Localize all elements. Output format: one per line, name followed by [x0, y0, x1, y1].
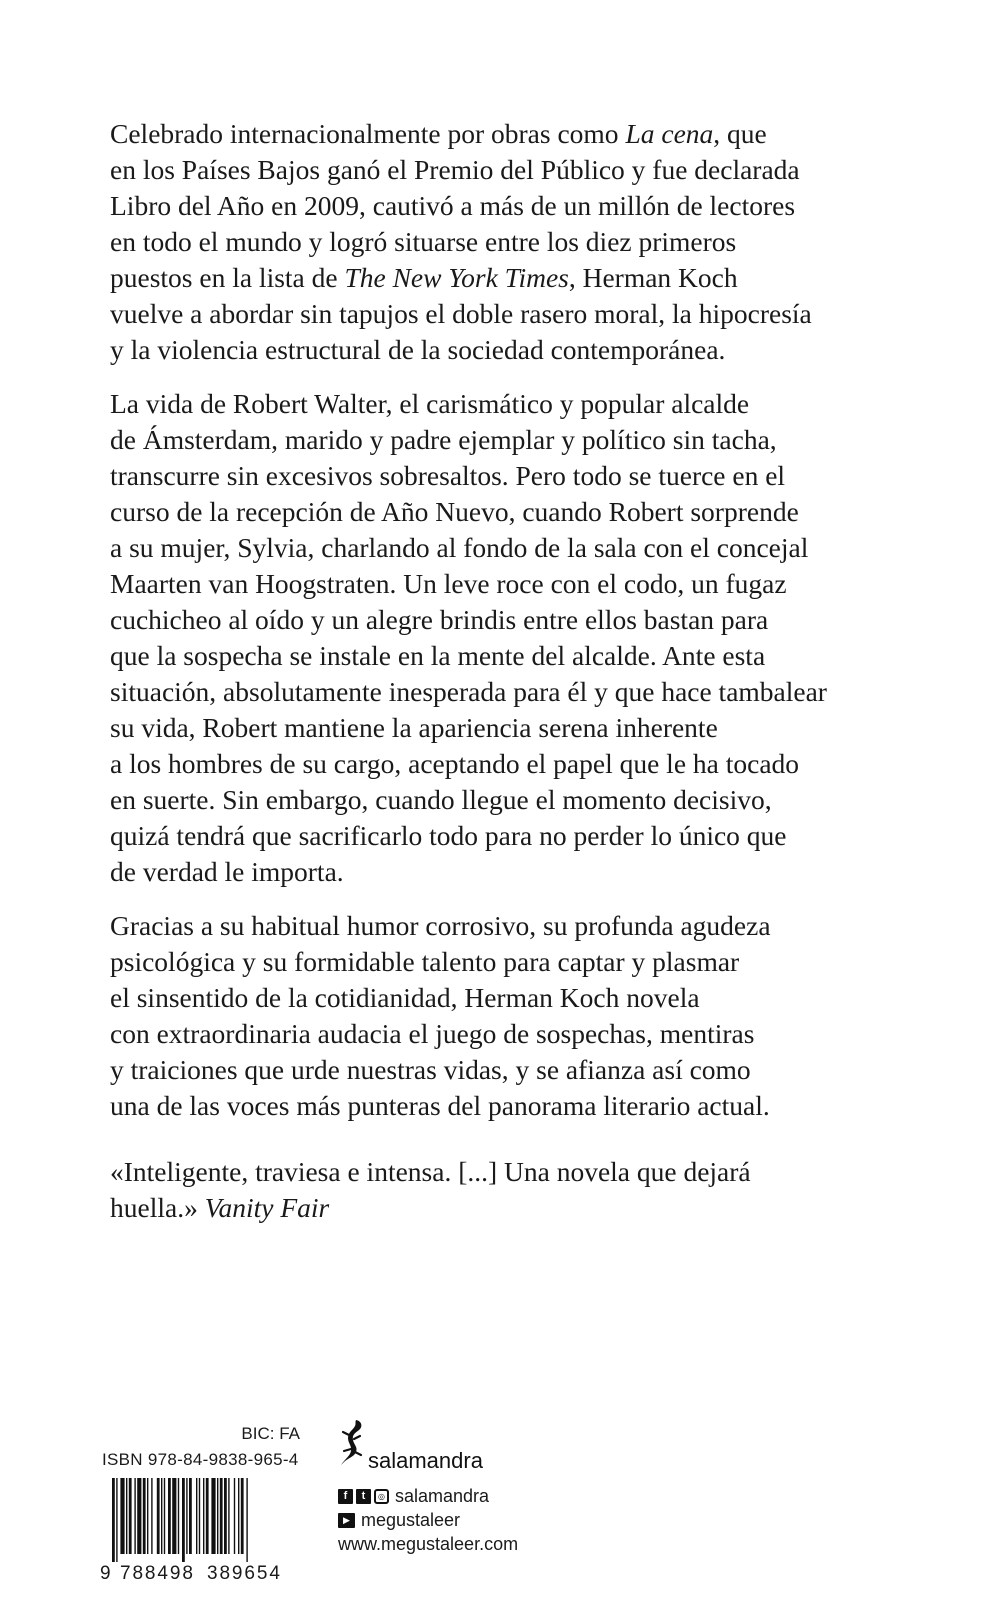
text-segment: y traiciones que urde nuestras vidas, y se afianza así como — [110, 1054, 751, 1085]
text-segment: puestos en la lista de — [110, 262, 345, 293]
text-segment: de Ámsterdam, marido y padre ejemplar y político sin tacha, — [110, 424, 777, 455]
text-segment: cuchicheo al oído y un alegre brindis entre ellos bastan para — [110, 604, 769, 635]
text-segment: su vida, Robert mantiene la apariencia serena inherente — [110, 712, 718, 743]
italic-title: La cena — [625, 118, 714, 149]
text-line — [110, 1016, 910, 1052]
text-line — [110, 260, 910, 296]
text-line — [110, 458, 910, 494]
text-line — [110, 1052, 910, 1088]
twitter-icon: t — [356, 1489, 371, 1504]
text-line — [110, 710, 910, 746]
text-line — [110, 1190, 910, 1226]
text-segment: «Inteligente, traviesa e intensa. [...] Una novela que dejará — [110, 1156, 751, 1187]
text-line — [110, 296, 910, 332]
barcode-digits-right: 389654 — [207, 1563, 282, 1584]
text-segment: en todo el mundo y logró situarse entre los diez primeros — [110, 226, 737, 257]
text-line — [110, 908, 910, 944]
bic-code: BIC: FA — [241, 1424, 300, 1443]
text-segment: curso de la recepción de Año Nuevo, cuando Robert sorprende — [110, 496, 799, 527]
text-line — [110, 530, 910, 566]
body-paragraph — [110, 908, 910, 1124]
text-segment: en los Países Bajos ganó el Premio del Público y fue declarada — [110, 154, 800, 185]
text-segment: vuelve a abordar sin tapujos el doble rasero moral, la hipocresía — [110, 298, 812, 329]
text-line — [110, 1088, 910, 1124]
text-segment: el sinsentido de la cotidianidad, Herman Koch novela — [110, 982, 700, 1013]
text-line — [110, 854, 910, 890]
instagram-icon: ◎ — [374, 1489, 389, 1504]
text-line — [110, 422, 910, 458]
text-segment: quizá tendrá que sacrificarlo todo para no perder lo único que — [110, 820, 787, 851]
text-segment: transcurre sin excesivos sobresaltos. Pero todo se tuerce en el — [110, 460, 786, 491]
text-line — [110, 944, 910, 980]
text-line — [110, 1154, 910, 1190]
barcode-digits-left: 788498 — [120, 1563, 195, 1584]
text-line — [110, 332, 910, 368]
social-label: www.megustaleer.com — [338, 1534, 519, 1554]
youtube-icon: ▶ — [338, 1513, 355, 1528]
barcode-digit-first: 9 — [100, 1563, 111, 1584]
text-line — [110, 980, 910, 1016]
social-row — [338, 1486, 489, 1507]
text-segment: situación, absolutamente inesperada para él y que hace tambalear — [110, 676, 827, 707]
text-line — [110, 638, 910, 674]
text-line — [110, 188, 910, 224]
social-row — [338, 1510, 460, 1531]
text-line — [110, 674, 910, 710]
publisher-name: salamandra — [368, 1448, 483, 1473]
social-row — [338, 1534, 518, 1555]
text-line — [110, 602, 910, 638]
back-cover-text — [110, 116, 910, 1244]
text-segment: en suerte. Sin embargo, cuando llegue el momento decisivo, — [110, 784, 772, 815]
social-label: megustaleer — [361, 1510, 461, 1530]
text-segment: una de las voces más punteras del panorama literario actual. — [110, 1090, 770, 1121]
body-paragraph — [110, 386, 910, 890]
text-segment: con extraordinaria audacia el juego de sospechas, mentiras — [110, 1018, 755, 1049]
text-segment: psicológica y su formidable talento para captar y plasmar — [110, 946, 740, 977]
text-line — [110, 746, 910, 782]
salamander-logo-icon — [336, 1418, 366, 1466]
text-segment: de verdad le importa. — [110, 856, 344, 887]
text-segment: La vida de Robert Walter, el carismático y popular alcalde — [110, 388, 750, 419]
text-line — [110, 152, 910, 188]
text-segment: Gracias a su habitual humor corrosivo, su profunda agudeza — [110, 910, 771, 941]
italic-title: The New York Times — [344, 262, 569, 293]
text-line — [110, 818, 910, 854]
text-line — [110, 782, 910, 818]
review-quote — [110, 1154, 910, 1226]
text-line — [110, 224, 910, 260]
text-segment: a su mujer, Sylvia, charlando al fondo de la sala con el concejal — [110, 532, 809, 563]
isbn-number: ISBN 978-84-9838-965-4 — [102, 1450, 299, 1469]
text-segment: , Herman Koch — [568, 262, 738, 293]
facebook-icon: f — [338, 1489, 353, 1504]
text-segment: Libro del Año en 2009, cautivó a más de un millón de lectores — [110, 190, 796, 221]
text-segment: que la sospecha se instale en la mente del alcalde. Ante esta — [110, 640, 766, 671]
text-line — [110, 494, 910, 530]
barcode-icon — [110, 1478, 300, 1562]
italic-title: Vanity Fair — [204, 1192, 330, 1223]
text-segment: a los hombres de su cargo, aceptando el papel que le ha tocado — [110, 748, 800, 779]
text-segment: , que — [713, 118, 767, 149]
text-segment: Maarten van Hoogstraten. Un leve roce con el codo, un fugaz — [110, 568, 787, 599]
text-segment: huella.» — [110, 1192, 205, 1223]
body-paragraph — [110, 116, 910, 368]
text-segment: y la violencia estructural de la sociedad contemporánea. — [110, 334, 726, 365]
text-line — [110, 116, 910, 152]
text-line — [110, 566, 910, 602]
text-line — [110, 386, 910, 422]
social-label: salamandra — [395, 1486, 490, 1506]
text-segment: Celebrado internacionalmente por obras como — [110, 118, 626, 149]
